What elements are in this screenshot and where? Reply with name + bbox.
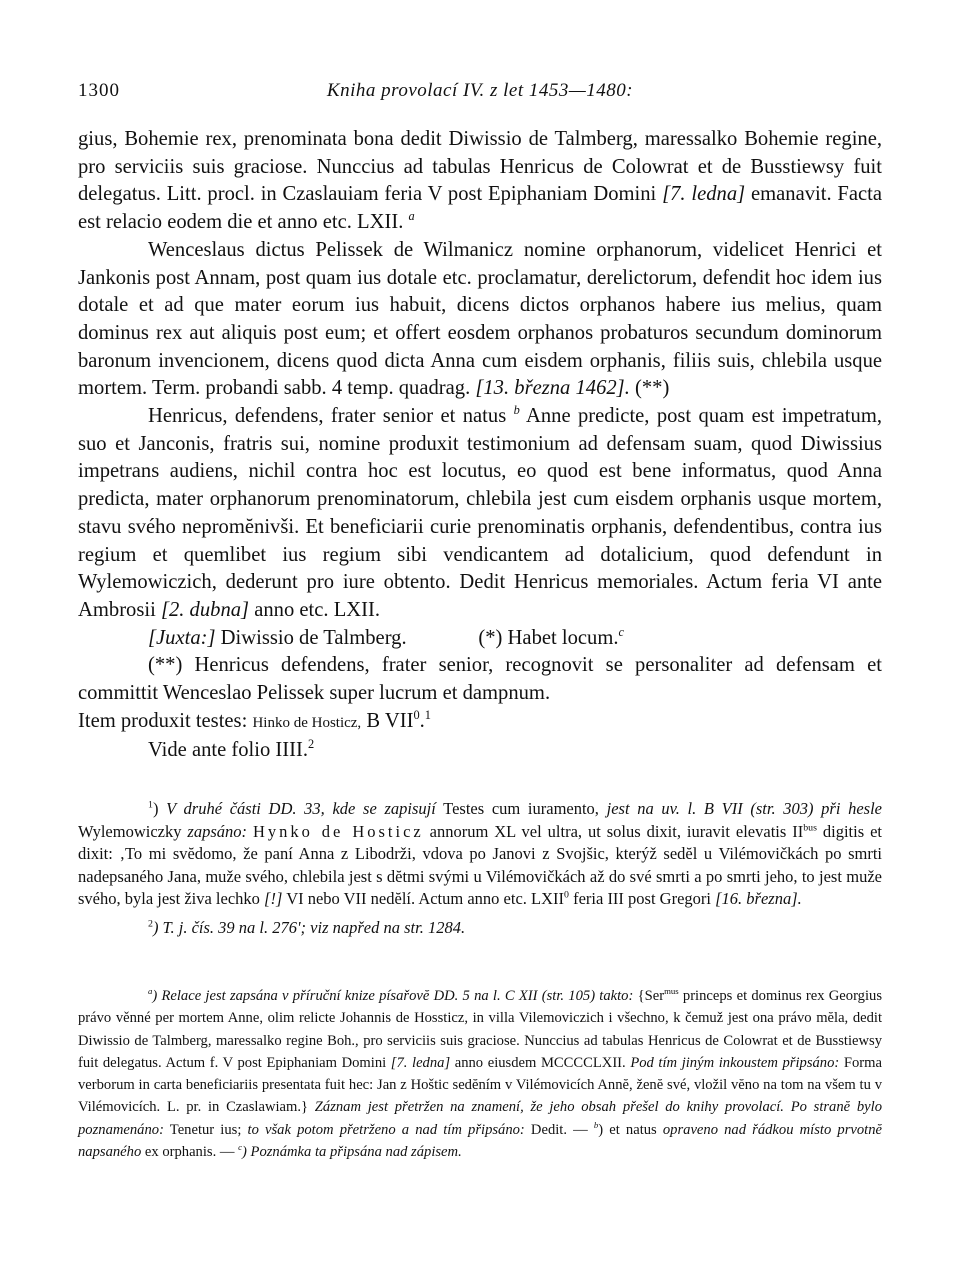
- page-header: [78, 80, 882, 110]
- text: (**): [629, 377, 670, 400]
- footnote-number: 1: [148, 799, 153, 811]
- italic-text: jest na uv. l. B VII (str. 303) při hesle: [606, 799, 882, 818]
- paragraph-1: [78, 126, 882, 237]
- footnotes: [78, 798, 882, 946]
- text: digitis et dixit: ‚To mi svĕdomo, že paní Anna z Libodrži, vdova po Janovi z Svojšic, kterýž sedĕl u Vilémovičkách po smrti nadepsaného Jana, muže svého, chlebila jest s dĕtmi svými u Vilémovičkách až do své smrti a po smrti jeho, to jest muže svého, byla jest živa lechko: [78, 821, 882, 909]
- running-title: Kniha provolací IV. z let 1453—1480:: [326, 80, 634, 101]
- paragraph-5: [78, 708, 882, 738]
- text: Diwissio de Talmberg.: [215, 626, 407, 649]
- italic-text: V druhé části DD. 33, kde se zapisují: [166, 799, 436, 818]
- note-mark: b: [593, 1119, 599, 1130]
- spaced-name: Hynko de Hosticz: [252, 821, 424, 841]
- note-mark: c: [238, 1142, 243, 1153]
- juxta-line: [78, 625, 882, 653]
- italic-text: to však potom přetrženo a nad tím připsáno:: [247, 1121, 525, 1138]
- text: Vide ante folio IIII.: [148, 739, 309, 762]
- note-mark: b: [513, 403, 520, 418]
- text: ex orphanis. —: [141, 1144, 239, 1161]
- italic-text: [16. března].: [715, 889, 802, 909]
- text: Wylemowiczky: [78, 821, 188, 841]
- text: feria III post Gregori: [568, 889, 716, 909]
- paragraph-2: [78, 237, 882, 403]
- text: Wenceslaus dictus Pelissek de Wilmanicz nomine orphanorum, videlicet Henrici et Jankonis post Annam, post quam ius dotale etc. proclamatur, derelictorum, defendit hoc idem ius dotale et ad que mater eorum ius habuit, dicens dictos orphanos habere ius melius, quam dominus rex aut aliquis post eum; et offert eosdem orphanos probaturos secundum dominorum baronum invencionem, dicens quod dicta Anna cum eisdem orphanis, filiis suis, chlebila usque mortem. Term. probandi sabb. 4 temp. quadrag.: [78, 238, 882, 400]
- italic-text: ) T. j. čís. 39 na l. 276'; viz napřed na str. 1284.: [152, 917, 466, 937]
- footnote-1: [78, 798, 882, 911]
- superscript: 0: [413, 707, 420, 722]
- witness-name: Hinko de Hosticz,: [252, 714, 362, 731]
- italic-text: [7. ledna]: [390, 1054, 451, 1071]
- text: VI nebo VII nedĕlí. Actum anno etc. LXII: [282, 889, 565, 909]
- superscript: mus: [664, 986, 679, 997]
- text: Tenetur ius;: [163, 1121, 248, 1138]
- text: (*) Habet locum.: [478, 626, 619, 649]
- text: Item produxit testes:: [78, 709, 253, 732]
- italic-text: Pod tím jiným inkoustem připsáno:: [630, 1054, 840, 1071]
- page-number: 1300: [78, 80, 120, 101]
- critical-notes: [78, 985, 882, 1163]
- text: Dedit. —: [524, 1121, 594, 1138]
- paragraph-6: [78, 737, 882, 765]
- text: Anne predicte, post quam est impetratum, suo et Janconis, fratris sui, nomine produxit testimonium ad defensam suam, quod Diwissius impetrans audiens, nichil contra hoc est locutus, eo quod est bene informatus, quod Anna predicta, mater orphanorum prenominatorum, chlebila jest cum eisdem orphanis usque mortem, stavu svého nepromĕnivši. Et beneficiarii curie prenominatis orphanis, defendentibus, contra ius regium et quemlibet ius regium sibi vendicantem ad dotalicium, quod defendunt in Wylemowiczich, dederunt pro iure obtento. Dedit Henricus memoriales. Actum feria VI ante Ambrosii: [78, 405, 882, 621]
- text: {Ser: [633, 988, 665, 1004]
- superscript: bus: [803, 822, 817, 834]
- text: annorum XL vel ultra, ut solus dixit, iuravit elevatis II: [423, 821, 804, 841]
- text: princeps et dominus rex Georgius právo věnné per mortem Anne, olim relicte Johannis de Hossticz, in villa Vilemoviczich i všechno, k čemuž jest ona právo mĕla, dedit Diwissio de Talmberg, maressalko regine Boh., pro serviciis suis graciose. Nunccius ad tabulas Henricus de Colowrat et de Busstiewsy fuit delegatus. Actum f. V post Epiphaniam Domini: [78, 988, 883, 1071]
- main-text: [78, 126, 882, 765]
- superscript: 0: [564, 889, 569, 901]
- date-note: [2. dubna]: [160, 598, 250, 621]
- footnote-2: [78, 917, 882, 940]
- text: ) et natus: [598, 1121, 663, 1138]
- text: gius, Bohemie rex, prenominata bona dedit Diwissio de Talmberg, maressalko Bohemie regine, pro serviciis suis graciose. Nunccius ad tabulas Henricus de Colowrat et de Busstiewsy fuit delegatus. Litt. procl. in Czaslauiam feria V post Epiphaniam Domini: [78, 128, 882, 206]
- text: .: [419, 709, 425, 732]
- italic-text: ) Relace jest zapsána v příruční knize písařovĕ DD. 5 na l. C XII (str. 105) takto:: [152, 988, 634, 1004]
- note-mark: c: [618, 624, 624, 639]
- footnote-number: 2: [148, 918, 153, 930]
- italic-text: zapsáno:: [187, 821, 248, 841]
- juxta-label: [Juxta:]: [148, 626, 216, 649]
- text: B VII: [361, 709, 414, 732]
- text: emanavit. Facta est relacio eodem die et anno etc. LXII.: [78, 183, 883, 234]
- text: Forma verborum in carta beneficiariis presentata fuit hec: Jan z Hoštic sedĕním v Vilémovicích Annĕ, ženĕ své, vložil vĕno na tom na všem tu v Vilémovicích. L. pr. in Czaslawiam.}: [78, 1054, 882, 1116]
- text: Henricus, defendens, frater senior et natus: [148, 405, 507, 428]
- italic-text: Záznam jest přetržen na znamení, že jeho obsah přešel do knihy provolací. Po stranĕ bylo poznamenáno:: [78, 1099, 882, 1138]
- critical-note-a: [78, 985, 882, 1163]
- text: anno etc. LXII.: [249, 598, 381, 621]
- paragraph-3: [78, 403, 882, 625]
- italic-text: opraveno nad řádkou místo prvotnĕ napsaného: [78, 1121, 882, 1161]
- footnote-ref: 2: [308, 737, 315, 752]
- footnote-ref: 1: [424, 707, 431, 722]
- date-note: [13. března 1462].: [475, 377, 630, 400]
- text: anno eiusdem MCCCCLXII.: [450, 1054, 631, 1071]
- italic-text: [!]: [264, 889, 283, 909]
- italic-text: ) Poznámka ta připsána nad zápisem.: [242, 1144, 462, 1161]
- text: ): [152, 799, 167, 818]
- text: Testes cum iuramento,: [435, 799, 607, 818]
- date-note: [7. ledna]: [662, 183, 746, 206]
- note-mark: a: [408, 209, 415, 224]
- note-mark: a: [148, 986, 153, 997]
- paragraph-4: (**) Henricus defendens, frater senior, recognovit se personaliter ad defensam et committit Wenceslao Pelissek super lucrum et dampnum.: [78, 654, 882, 705]
